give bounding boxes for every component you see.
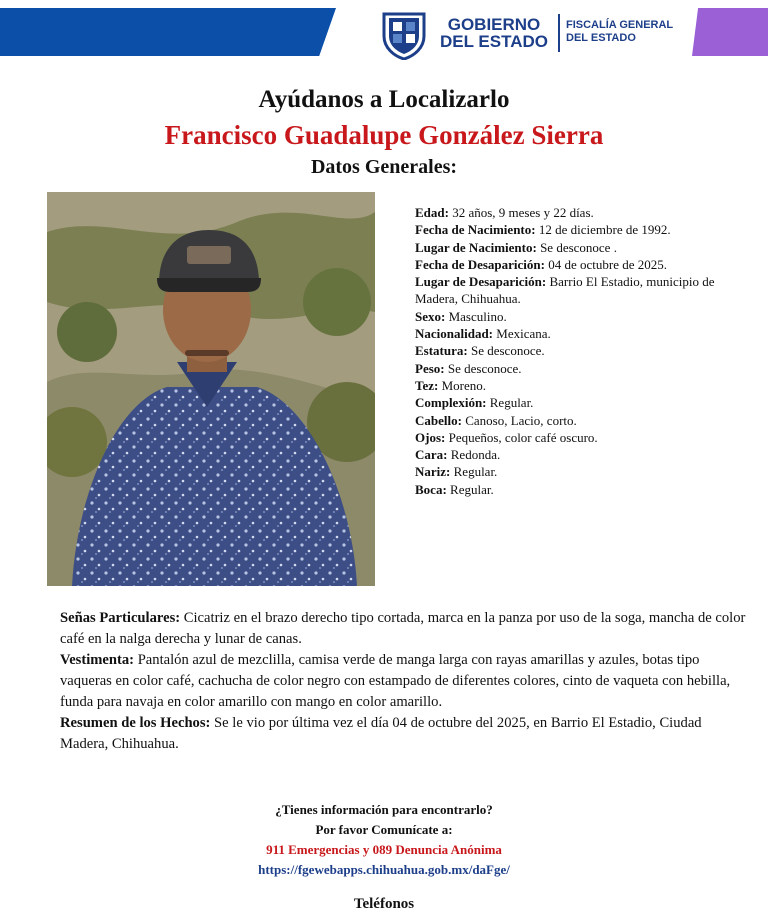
section-title: Datos Generales: [310, 156, 458, 178]
summary-paragraph [60, 713, 750, 755]
footer-cta: Por favor Comunícate a: [315, 822, 453, 837]
fiscalia-line-2: DEL ESTADO [566, 32, 636, 44]
detail-label: Cara: [415, 447, 448, 463]
detail-value: Masculino. [445, 308, 507, 324]
detail-value: Redonda. [447, 447, 501, 463]
summary-label: Resumen de los Hechos: [60, 715, 211, 731]
contact-footer [0, 800, 768, 880]
detail-row [415, 429, 755, 446]
detail-label: Complexión: [415, 395, 487, 411]
detail-value: Regular. [450, 464, 498, 480]
detail-row [415, 377, 755, 394]
gov-line-1: GOBIERNO [447, 15, 541, 34]
detail-label: Cabello: [415, 412, 462, 428]
detail-label: Boca: [415, 481, 447, 497]
detail-value: Regular. [446, 481, 494, 497]
summary-label: Vestimenta: [60, 652, 135, 668]
gobierno-del-estado-wordmark [434, 16, 554, 50]
detail-value: Pequeños, color café oscuro. [445, 429, 598, 445]
detail-row [415, 412, 755, 429]
summary-label: Señas Particulares: [60, 610, 181, 626]
detail-value: Regular. [486, 395, 534, 411]
detail-value: Se desconoce. [444, 360, 522, 376]
detail-value: Canoso, Lacio, corto. [461, 412, 577, 428]
purple-stripe [692, 8, 768, 56]
detail-label: Edad: [415, 205, 449, 220]
detail-row [415, 360, 755, 377]
detail-value: 32 años, 9 meses y 22 días. [448, 205, 594, 220]
detail-value: Se desconoce . [536, 239, 617, 255]
summary-section [60, 608, 750, 755]
page-title: Ayúdanos a Localizarlo [258, 86, 510, 113]
person-photo [47, 192, 375, 586]
detail-value: Mexicana. [493, 326, 551, 342]
detail-label: Ojos: [415, 429, 446, 445]
detail-row [415, 325, 755, 342]
detail-value: 12 de diciembre de 1992. [535, 222, 671, 238]
detail-label: Peso: [415, 360, 445, 376]
summary-value: Cicatriz en el brazo derecho tipo cortada, marca en la panza por uso de la soga, mancha de color café en la nalga derecha y lunar de canas. [60, 610, 746, 647]
header-banner [0, 0, 768, 62]
summary-paragraph [60, 650, 750, 713]
detail-label: Tez: [415, 377, 439, 393]
details-list [415, 204, 755, 498]
summary-value: Se le vio por última vez el día 04 de octubre del 2025, en Barrio El Estadio, Ciudad Madera, Chihuahua. [60, 715, 702, 752]
detail-label: Lugar de Nacimiento: [415, 239, 537, 255]
logo-divider [558, 14, 560, 52]
blue-stripe [0, 8, 336, 56]
detail-label: Fecha de Nacimiento: [415, 222, 536, 238]
fiscalia-line-1: FISCALÍA GENERAL [566, 19, 674, 31]
detail-row [415, 273, 755, 308]
detail-row [415, 342, 755, 359]
summary-paragraph [60, 608, 750, 650]
detail-label: Nacionalidad: [415, 326, 494, 342]
summary-value: Pantalón azul de mezclilla, camisa verde de manga larga con rayas amarillas y azules, botas tipo vaqueras en color café, cachucha de color negro con estampado de diferentes colores, cinto de vaqueta con hebilla, funda para navaja en color amarillo con mango en color amarillo. [60, 652, 731, 710]
detail-label: Estatura: [415, 343, 468, 359]
detail-row [415, 221, 755, 238]
detail-row [415, 394, 755, 411]
detail-row [415, 463, 755, 480]
fiscalia-wordmark [566, 19, 686, 45]
detail-label: Lugar de Desaparición: [415, 274, 547, 290]
detail-label: Fecha de Desaparición: [415, 256, 545, 272]
detail-value: Barrio El Estadio, municipio de Madera, Chihuahua. [415, 274, 715, 307]
person-name: Francisco Guadalupe González Sierra [164, 120, 604, 150]
detail-row [415, 308, 755, 325]
detail-value: Se desconoce. [467, 343, 545, 359]
footer-question: ¿Tienes información para encontrarlo? [275, 802, 493, 817]
detail-row [415, 204, 755, 221]
state-shield-logo-icon [380, 10, 428, 60]
detail-row [415, 446, 755, 463]
detail-label: Nariz: [415, 464, 451, 480]
report-link[interactable]: https://fgewebapps.chihuahua.gob.mx/daFge/ [258, 862, 510, 877]
detail-value: 04 de octubre de 2025. [544, 256, 668, 272]
detail-row [415, 481, 755, 498]
detail-row [415, 239, 755, 256]
phones-heading: Teléfonos [353, 896, 415, 912]
gov-line-2: DEL ESTADO [440, 32, 548, 51]
detail-value: Moreno. [438, 377, 487, 393]
person-photo-illustration [47, 192, 375, 586]
detail-row [415, 256, 755, 273]
emergency-numbers: 911 Emergencias y 089 Denuncia Anónima [266, 842, 502, 857]
detail-label: Sexo: [415, 308, 446, 324]
